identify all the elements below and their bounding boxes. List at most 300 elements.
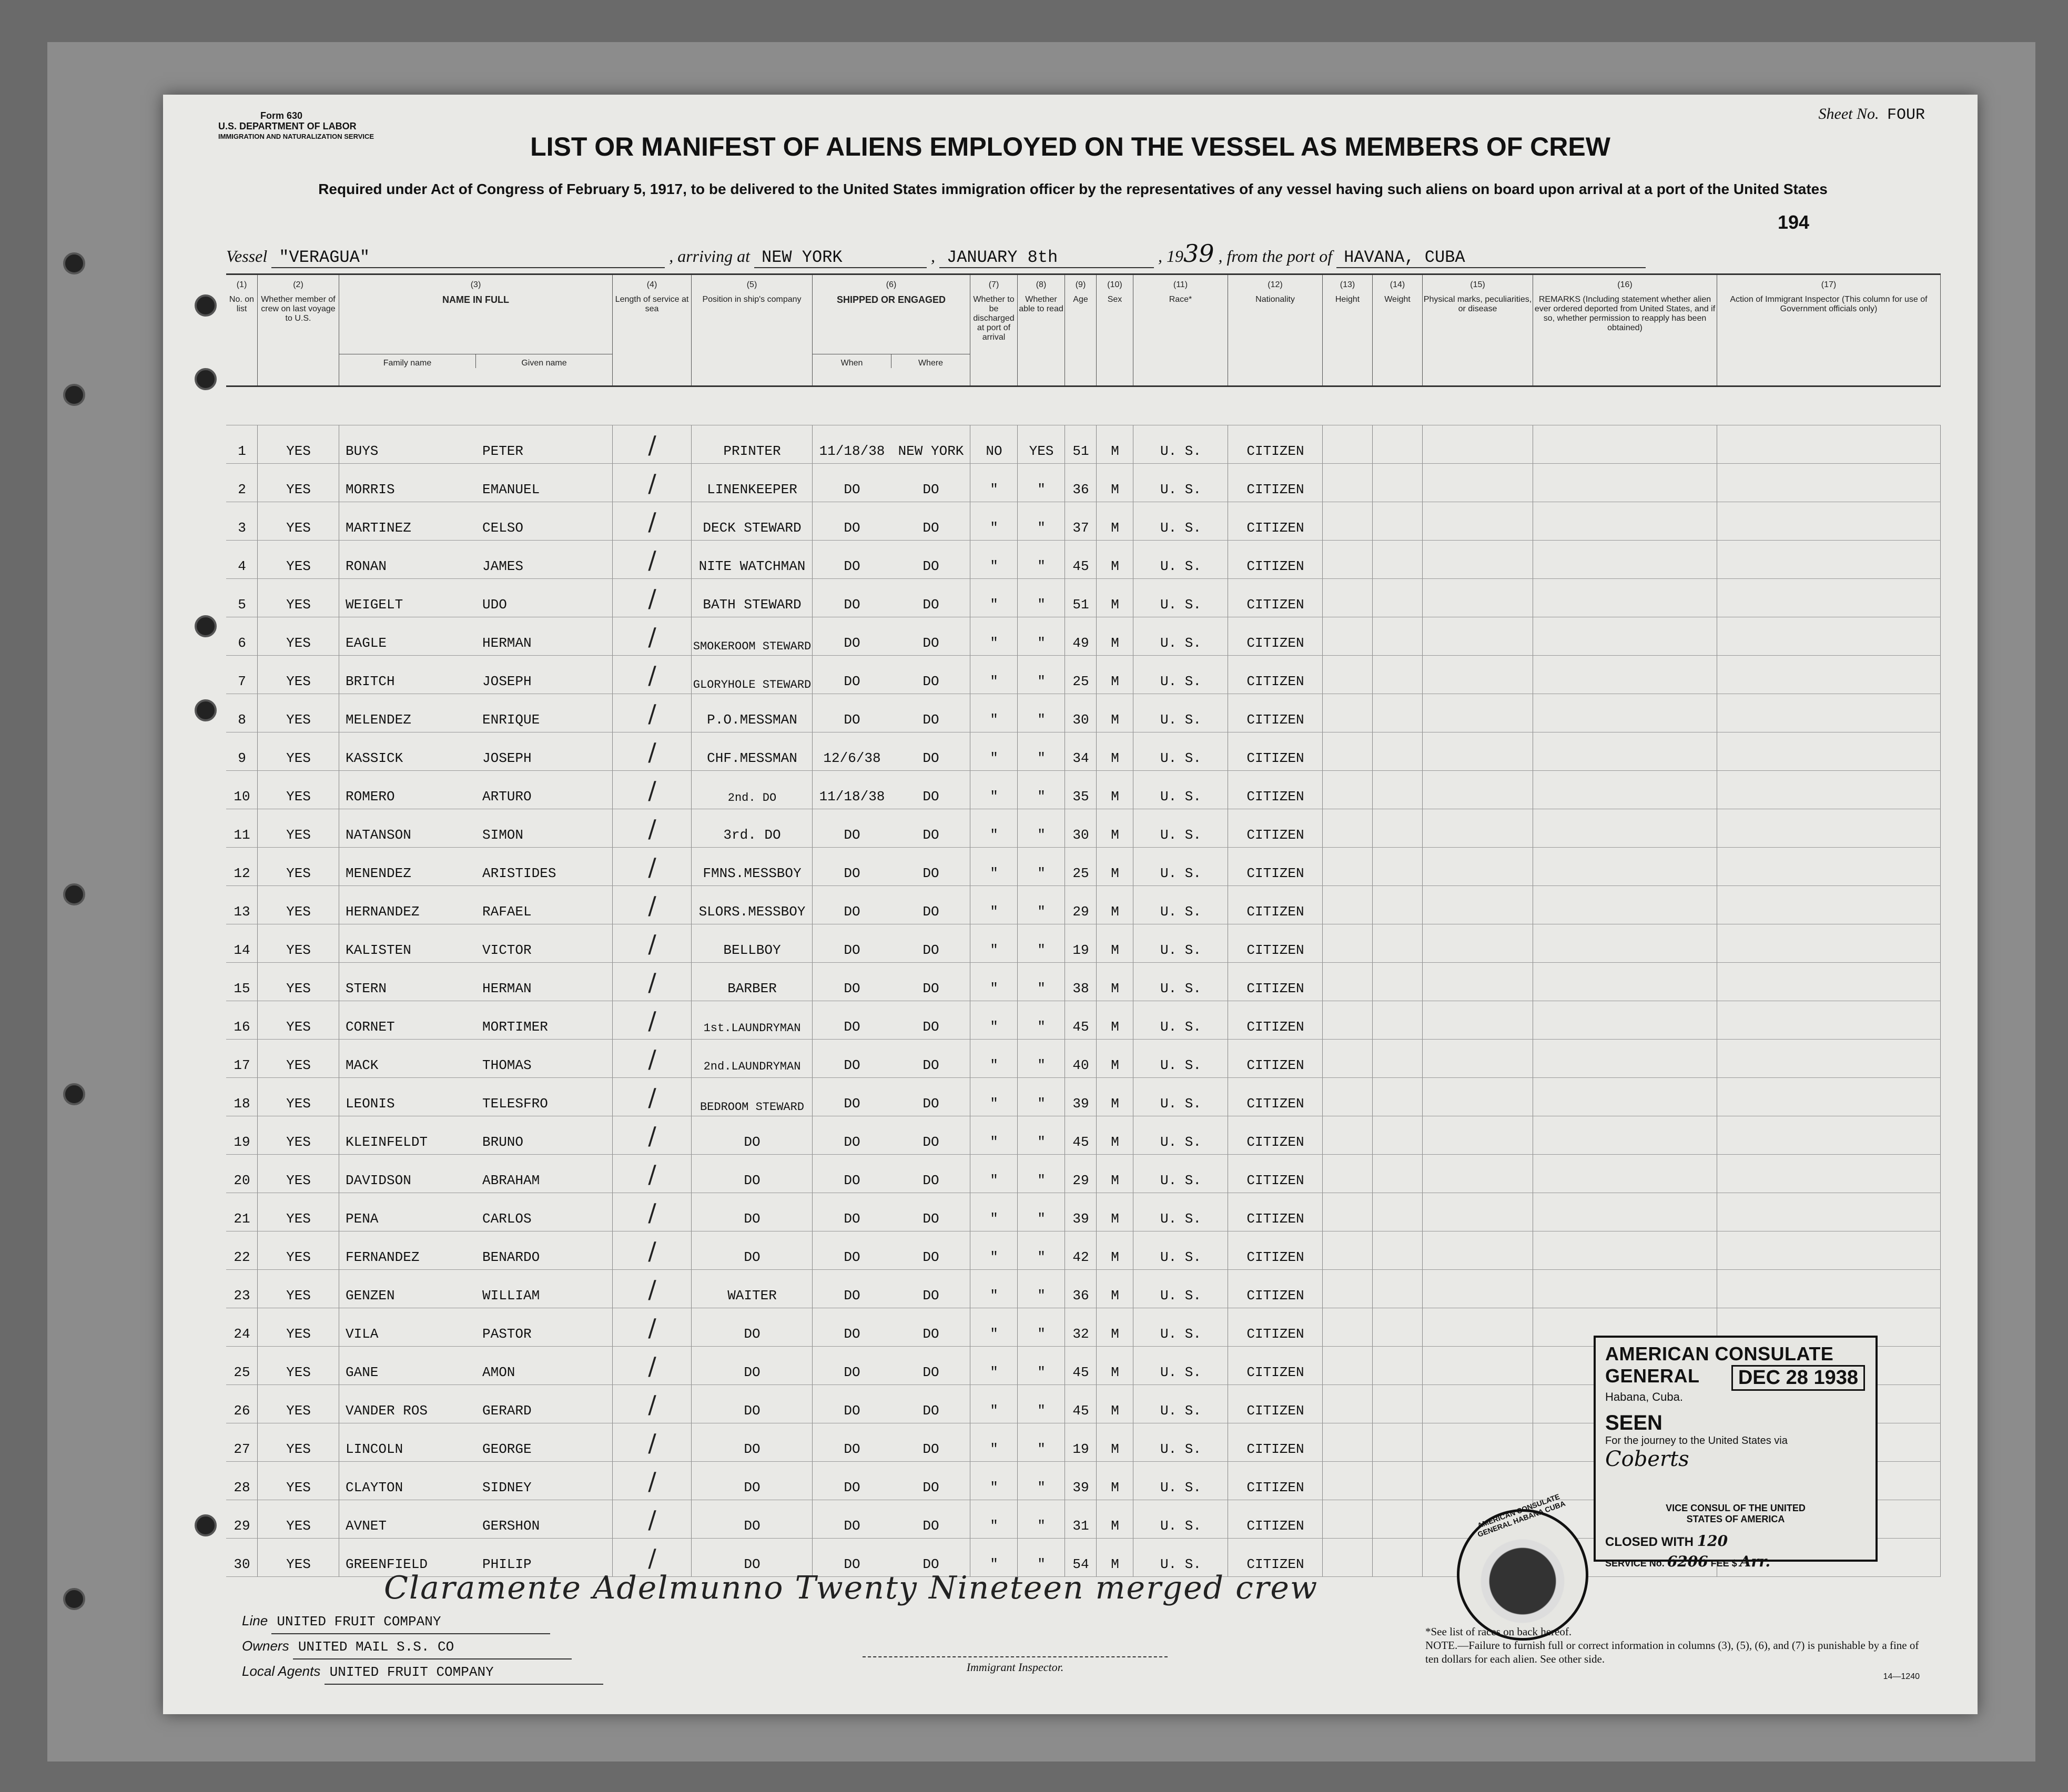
cell-yes: YES [286, 1173, 311, 1188]
column-label: Nationality [1255, 295, 1295, 304]
cell-yes: YES [286, 1403, 311, 1419]
cell-when: 11/18/38 [819, 789, 885, 805]
cell-yes: YES [286, 520, 311, 536]
cell-pos: SLORS.MESSBOY [698, 904, 806, 920]
table-cell [1533, 771, 1717, 809]
cell-nat: CITIZEN [1246, 558, 1304, 574]
cell-no: 12 [234, 866, 250, 881]
table-cell [1423, 617, 1533, 655]
table-row [226, 464, 1941, 502]
table-cell [1373, 579, 1423, 617]
cell-nat: CITIZEN [1246, 1096, 1304, 1112]
cell-where: DO [923, 482, 939, 497]
table-cell [1323, 464, 1373, 502]
footnote [1425, 1625, 1925, 1666]
cell-nat: CITIZEN [1246, 1249, 1304, 1265]
cell-where: DO [923, 1096, 939, 1112]
table-cell [1423, 1270, 1533, 1308]
service-length-mark [613, 694, 692, 732]
cell-given: ARTURO [482, 789, 532, 805]
table-cell [1717, 1116, 1941, 1154]
table-cell [1373, 1116, 1423, 1154]
cell-no: 29 [234, 1518, 250, 1534]
cell-disch: " [990, 520, 998, 536]
arriving-label: , arriving at [669, 247, 750, 266]
cell-yes: YES [286, 482, 311, 497]
table-cell [1717, 617, 1941, 655]
seal-text: AMERICAN CONSULATE GENERAL HABANA CUBA [1476, 1492, 1567, 1539]
cell-nat: CITIZEN [1246, 904, 1304, 920]
closed-value: 120 [1697, 1532, 1728, 1550]
binder-hole [63, 384, 85, 406]
table-cell [1373, 771, 1423, 809]
table-cell [1423, 541, 1533, 578]
arrival-date: JANUARY 8th [939, 248, 1154, 268]
table-cell [1533, 464, 1717, 502]
column-header [1228, 275, 1323, 385]
column-header [692, 275, 813, 385]
stamp-journey: For the journey to the United States via [1605, 1435, 1788, 1447]
cell-family: MELENDEZ [346, 712, 411, 728]
cell-given: ABRAHAM [482, 1173, 540, 1188]
cell-age: 51 [1072, 443, 1089, 459]
tally-mark: / [648, 1467, 656, 1495]
cell-race: U. S. [1160, 1518, 1201, 1534]
service-length-mark [613, 1231, 692, 1269]
table-row [226, 1116, 1941, 1155]
cell-given: CARLOS [482, 1211, 532, 1227]
column-label: NAME IN FULL [442, 294, 509, 305]
cell-no: 1 [238, 443, 246, 459]
cell-sex: M [1111, 635, 1119, 651]
table-cell [1533, 809, 1717, 847]
cell-given: EMANUEL [482, 482, 540, 497]
table-cell [1373, 1231, 1423, 1269]
cell-yes: YES [286, 1249, 311, 1265]
cell-given: HERMAN [482, 635, 532, 651]
cell-where: DO [923, 1173, 939, 1188]
cell-race: U. S. [1160, 827, 1201, 843]
cell-no: 23 [234, 1288, 250, 1304]
cell-pos: BATH STEWARD [703, 597, 802, 613]
cell-no: 30 [234, 1556, 250, 1572]
cell-nat: CITIZEN [1246, 1518, 1304, 1534]
cell-pos: CHF.MESSMAN [707, 750, 797, 766]
cell-yes: YES [286, 789, 311, 805]
cell-family: KLEINFELDT [346, 1134, 428, 1150]
column-label: Weight [1384, 295, 1411, 304]
table-cell [1717, 579, 1941, 617]
cell-disch: " [990, 558, 998, 574]
service-length-mark [613, 579, 692, 617]
cell-sex: M [1111, 789, 1119, 805]
table-cell [1423, 656, 1533, 694]
cell-given: BENARDO [482, 1249, 540, 1265]
tally-mark: / [648, 699, 656, 728]
cell-no: 6 [238, 635, 246, 651]
cell-read: " [1037, 482, 1046, 497]
cell-where: DO [923, 942, 939, 958]
cell-disch: " [990, 1288, 998, 1304]
table-cell [1717, 1270, 1941, 1308]
table-cell [1533, 1040, 1717, 1077]
cell-when: DO [844, 712, 860, 728]
table-row [226, 1078, 1941, 1116]
cell-no: 7 [238, 674, 246, 689]
table-cell [1423, 425, 1533, 463]
cell-sex: M [1111, 597, 1119, 613]
table-row [226, 694, 1941, 732]
cell-disch: NO [986, 443, 1002, 459]
cell-where: DO [923, 1480, 939, 1495]
cell-given: PASTOR [482, 1326, 532, 1342]
cell-given: SIDNEY [482, 1480, 532, 1495]
footer-fields [242, 1609, 603, 1685]
table-row [226, 924, 1941, 963]
cell-no: 21 [234, 1211, 250, 1227]
table-cell [1533, 1078, 1717, 1116]
table-cell [1423, 809, 1533, 847]
table-cell [1373, 1193, 1423, 1231]
service-length-mark [613, 464, 692, 502]
cell-where: DO [923, 1211, 939, 1227]
service-length-mark [613, 1001, 692, 1039]
table-cell [1373, 502, 1423, 540]
vessel-line: Vessel "VERAGUA" , arriving at NEW YORK , JANUARY 8th , 1939 , from the port of HAVANA, CUBA [226, 239, 1646, 268]
cell-pos: 2nd. DO [727, 791, 777, 805]
table-cell [1533, 694, 1717, 732]
cell-family: STERN [346, 981, 387, 996]
stamp-seen: SEEN [1605, 1411, 1662, 1434]
cell-when: DO [844, 635, 860, 651]
cell-yes: YES [286, 1288, 311, 1304]
inspector-signature-line: Immigrant Inspector. [863, 1656, 1168, 1674]
cell-nat: CITIZEN [1246, 674, 1304, 689]
cell-read: " [1037, 1173, 1046, 1188]
cell-race: U. S. [1160, 1173, 1201, 1188]
cell-where: DO [923, 1518, 939, 1534]
cell-yes: YES [286, 674, 311, 689]
cell-nat: CITIZEN [1246, 1365, 1304, 1380]
cell-disch: " [990, 1326, 998, 1342]
column-number: (10) [1107, 280, 1122, 289]
table-cell [1717, 502, 1941, 540]
table-cell [1533, 1270, 1717, 1308]
sheet-label: Sheet No. [1818, 105, 1879, 123]
table-row [226, 1155, 1941, 1193]
cell-disch: " [990, 904, 998, 920]
table-cell [1423, 1231, 1533, 1269]
table-cell [1423, 1078, 1533, 1116]
table-cell [1323, 924, 1373, 962]
cell-pos: GLORYHOLE STEWARD [693, 678, 812, 691]
column-header [226, 275, 258, 385]
cell-read: " [1037, 1480, 1046, 1495]
cell-sex: M [1111, 712, 1119, 728]
column-header [1133, 275, 1228, 385]
cell-yes: YES [286, 750, 311, 766]
cell-pos: DO [744, 1326, 761, 1342]
column-number: (2) [293, 280, 303, 289]
table-cell [1423, 1155, 1533, 1193]
cell-race: U. S. [1160, 1057, 1201, 1073]
table-cell [1323, 1001, 1373, 1039]
cell-sex: M [1111, 981, 1119, 996]
binder-hole [63, 1083, 85, 1105]
cell-when: 12/6/38 [823, 750, 881, 766]
stamp-title: AMERICAN CONSULATE GENERAL [1605, 1343, 1834, 1387]
binder-hole [195, 368, 217, 390]
table-row [226, 1040, 1941, 1078]
cell-sex: M [1111, 1441, 1119, 1457]
cell-given: HERMAN [482, 981, 532, 996]
cell-nat: CITIZEN [1246, 1173, 1304, 1188]
cell-given: SIMON [482, 827, 524, 843]
cell-nat: CITIZEN [1246, 1403, 1304, 1419]
cell-given: RAFAEL [482, 904, 532, 920]
cell-family: GENZEN [346, 1288, 395, 1304]
cell-yes: YES [286, 443, 311, 459]
cell-age: 29 [1072, 1173, 1089, 1188]
form-code: 14—1240 [1883, 1672, 1920, 1681]
cell-when: DO [844, 520, 860, 536]
cell-pos: DO [744, 1441, 761, 1457]
table-cell [1323, 1078, 1373, 1116]
cell-where: DO [923, 1326, 939, 1342]
cell-pos: FMNS.MESSBOY [703, 866, 802, 881]
column-label: Length of service at sea [615, 295, 689, 313]
cell-when: DO [844, 866, 860, 881]
tally-mark: / [648, 814, 656, 843]
tally-mark: / [648, 1237, 656, 1265]
cell-age: 45 [1072, 1403, 1089, 1419]
column-label: Action of Immigrant Inspector (This column for use of Government officials only) [1730, 295, 1928, 313]
column-header [1323, 275, 1373, 385]
tally-mark: / [648, 853, 656, 881]
cell-yes: YES [286, 1326, 311, 1342]
cell-given: UDO [482, 597, 507, 613]
cell-sex: M [1111, 443, 1119, 459]
cell-where: DO [923, 750, 939, 766]
table-cell [1323, 1423, 1373, 1461]
cell-when: DO [844, 942, 860, 958]
cell-age: 30 [1072, 827, 1089, 843]
table-cell [1373, 963, 1423, 1001]
tally-mark: / [648, 546, 656, 574]
table-cell [1323, 1116, 1373, 1154]
cell-disch: " [990, 712, 998, 728]
cell-read: " [1037, 1326, 1046, 1342]
cell-given: BRUNO [482, 1134, 524, 1150]
cell-where: DO [923, 712, 939, 728]
cell-where: DO [923, 866, 939, 881]
cell-where: DO [923, 981, 939, 996]
cell-disch: " [990, 1556, 998, 1572]
page-subtitle: Required under Act of Congress of February 5, 1917, to be delivered to the United States immigration officer by the representatives of any vessel having such aliens on board upon arrival at a port of the United States [318, 181, 1828, 197]
cell-when: DO [844, 597, 860, 613]
table-cell [1373, 1270, 1423, 1308]
table-cell [1323, 617, 1373, 655]
cell-race: U. S. [1160, 520, 1201, 536]
column-number: (4) [646, 280, 657, 289]
table-cell [1717, 963, 1941, 1001]
table-cell [1423, 1040, 1533, 1077]
tally-mark: / [648, 1429, 656, 1457]
table-cell [1323, 1155, 1373, 1193]
table-cell [1423, 1423, 1533, 1461]
stamp-handwriting: Coberts [1605, 1447, 1689, 1471]
cell-age: 36 [1072, 482, 1089, 497]
table-cell [1373, 1462, 1423, 1500]
tally-mark: / [648, 1083, 656, 1112]
table-cell [1533, 848, 1717, 885]
service-name: IMMIGRATION AND NATURALIZATION SERVICE [218, 133, 374, 140]
table-cell [1373, 425, 1423, 463]
cell-nat: CITIZEN [1246, 597, 1304, 613]
cell-where: DO [923, 904, 939, 920]
table-row [226, 886, 1941, 924]
cell-where: DO [923, 1134, 939, 1150]
cell-disch: " [990, 1096, 998, 1112]
table-cell [1423, 1308, 1533, 1346]
cell-yes: YES [286, 712, 311, 728]
cell-race: U. S. [1160, 981, 1201, 996]
cell-where: DO [923, 520, 939, 536]
table-cell [1717, 732, 1941, 770]
cell-yes: YES [286, 942, 311, 958]
tally-mark: / [648, 1275, 656, 1304]
cell-family: MENENDEZ [346, 866, 411, 881]
cell-disch: " [990, 1441, 998, 1457]
table-cell [1423, 502, 1533, 540]
service-length-mark [613, 656, 692, 694]
service-length-mark [613, 1116, 692, 1154]
service-length-mark [613, 1193, 692, 1231]
cell-age: 30 [1072, 712, 1089, 728]
cell-when: DO [844, 981, 860, 996]
column-sublabel: Where [918, 359, 944, 368]
cell-family: DAVIDSON [346, 1173, 411, 1188]
cell-pos: DO [744, 1173, 761, 1188]
column-label: REMARKS (Including statement whether alien ever ordered deported from United States, and if so, whether permission to reapply has been obtained) [1534, 295, 1716, 332]
column-header [1373, 275, 1423, 385]
cell-where: DO [923, 558, 939, 574]
cell-race: U. S. [1160, 1326, 1201, 1342]
cell-pos: P.O.MESSMAN [707, 712, 797, 728]
cell-family: AVNET [346, 1518, 387, 1534]
cell-disch: " [990, 1134, 998, 1150]
cell-read: " [1037, 827, 1046, 843]
cell-pos: DO [744, 1403, 761, 1419]
cell-read: " [1037, 1057, 1046, 1073]
cell-yes: YES [286, 597, 311, 613]
fee-value: Arr. [1739, 1553, 1771, 1570]
table-cell [1323, 771, 1373, 809]
cell-no: 18 [234, 1096, 250, 1112]
cell-age: 45 [1072, 1019, 1089, 1035]
vessel-label: Vessel [226, 247, 268, 266]
service-length-mark [613, 1155, 692, 1193]
cell-race: U. S. [1160, 1556, 1201, 1572]
table-cell [1533, 1155, 1717, 1193]
service-length-mark [613, 1500, 692, 1538]
service-length-mark [613, 963, 692, 1001]
cell-disch: " [990, 482, 998, 497]
cell-race: U. S. [1160, 1096, 1201, 1112]
cell-age: 25 [1072, 674, 1089, 689]
cell-sex: M [1111, 1019, 1119, 1035]
cell-yes: YES [286, 866, 311, 881]
cell-race: U. S. [1160, 750, 1201, 766]
cell-nat: CITIZEN [1246, 827, 1304, 843]
service-length-mark [613, 1308, 692, 1346]
tally-mark: / [648, 1122, 656, 1150]
cell-where: DO [923, 597, 939, 613]
arrival-port: NEW YORK [754, 248, 927, 268]
agents-label: Local Agents [242, 1663, 321, 1679]
cell-where: DO [923, 1019, 939, 1035]
stamp-place: Habana, Cuba. [1605, 1390, 1683, 1403]
table-row [226, 617, 1941, 656]
cell-disch: " [990, 1211, 998, 1227]
table-cell [1423, 771, 1533, 809]
tally-mark: / [648, 1352, 656, 1380]
table-cell [1533, 425, 1717, 463]
cell-disch: " [990, 1518, 998, 1534]
cell-no: 3 [238, 520, 246, 536]
cell-no: 25 [234, 1365, 250, 1380]
cell-when: DO [844, 1441, 860, 1457]
cell-family: NATANSON [346, 827, 411, 843]
cell-given: ENRIQUE [482, 712, 540, 728]
binder-hole [195, 699, 217, 721]
column-label: Sex [1107, 295, 1122, 304]
tally-mark: / [648, 431, 656, 459]
cell-sex: M [1111, 1057, 1119, 1073]
table-cell [1323, 1040, 1373, 1077]
table-cell [1373, 617, 1423, 655]
table-header [226, 275, 1941, 387]
table-cell [1373, 1040, 1423, 1077]
column-label: No. on list [229, 295, 255, 313]
cell-when: DO [844, 1134, 860, 1150]
cell-disch: " [990, 789, 998, 805]
cell-sex: M [1111, 558, 1119, 574]
table-cell [1423, 1462, 1533, 1500]
service-length-mark [613, 886, 692, 924]
table-cell [1533, 1231, 1717, 1269]
table-cell [1323, 848, 1373, 885]
table-row [226, 656, 1941, 694]
tally-mark: / [648, 930, 656, 958]
column-number: (17) [1821, 280, 1837, 289]
tally-mark: / [648, 1544, 656, 1572]
table-cell [1373, 1001, 1423, 1039]
table-cell [1323, 1385, 1373, 1423]
binder-hole [195, 1514, 217, 1536]
cell-race: U. S. [1160, 482, 1201, 497]
table-row [226, 502, 1941, 541]
table-cell [1717, 771, 1941, 809]
table-cell [1323, 502, 1373, 540]
cell-race: U. S. [1160, 1441, 1201, 1457]
cell-race: U. S. [1160, 558, 1201, 574]
service-length-mark [613, 425, 692, 463]
table-cell [1423, 963, 1533, 1001]
cell-race: U. S. [1160, 904, 1201, 920]
cell-no: 24 [234, 1326, 250, 1342]
cell-family: KALISTEN [346, 942, 411, 958]
